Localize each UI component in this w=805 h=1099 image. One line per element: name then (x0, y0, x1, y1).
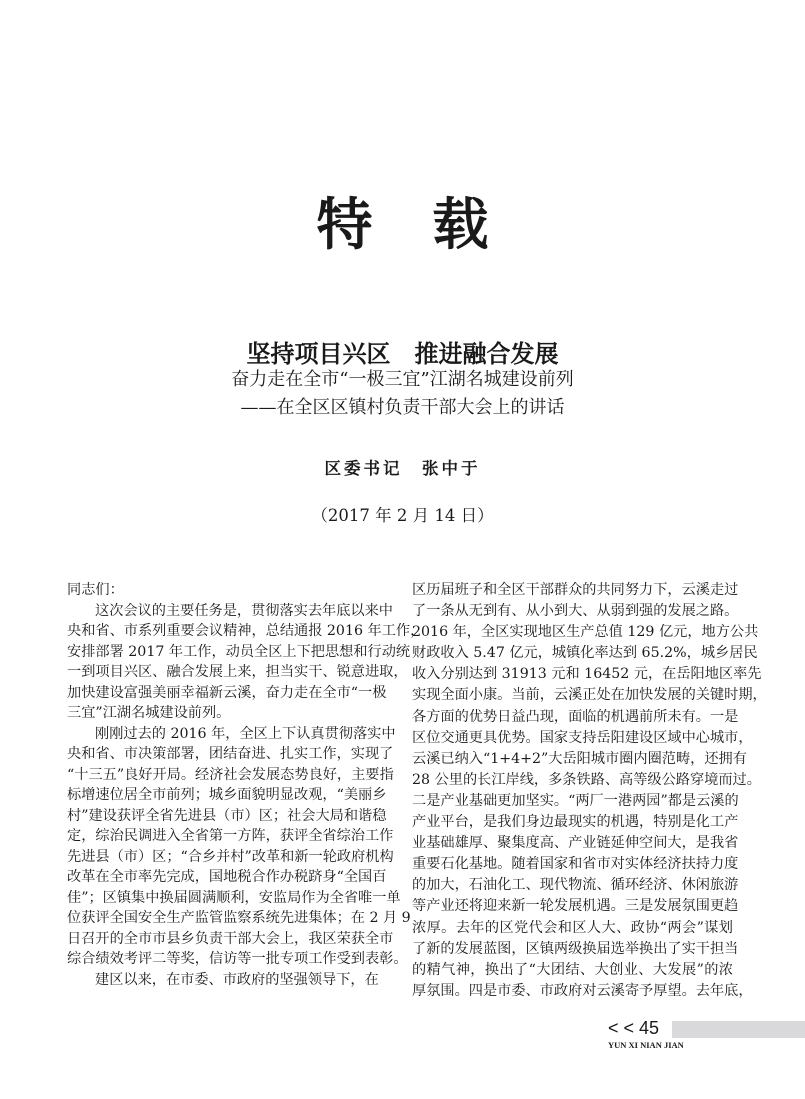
text-line: 标增速位居全市前列；城乡面貌明显改观，“美丽乡 (67, 787, 387, 803)
text-line: 安排部署 2017 年工作，动员全区上下把思想和行动统 (67, 643, 411, 660)
text-line: 28 公里的长江岸线，多条铁路、高等级公路穿境而过。 (412, 771, 761, 788)
text-line: 建区以来，在市委、市政府的坚强领导下，在 (95, 971, 379, 988)
article-title: 坚持项目兴区 推进融合发展 (246, 340, 559, 368)
body-column-right (412, 580, 767, 1002)
text-line: 位获评全国安全生产监管监察系统先进集体；在 2 月 9 (67, 910, 411, 926)
text-line: 重要石化基地。随着国家和省市对实体经济扶持力度 (412, 856, 739, 873)
text-line: 一到项目兴区、融合发展上来，担当实干、锐意进取， (67, 664, 408, 680)
text-line: 央和省、市决策部署，团结奋进、扎实工作，实现了 (67, 746, 394, 762)
text-line: 了一条从无到有、从小到大、从弱到强的发展之路。 (412, 603, 739, 620)
article-subtitle-speech: ——在全区区镇村负责干部大会上的讲话 (240, 397, 565, 418)
text-line: 村”建设获评全省先进县（市）区；社会大局和谐稳 (67, 807, 387, 824)
text-line: 区位交通更具优势。国家支持岳阳建设区域中心城市， (412, 729, 753, 746)
text-line: 2016 年，全区实现地区生产总值 129 亿元，地方公共 (412, 624, 759, 641)
journal-name: YUN XI NIAN JIAN (608, 1040, 684, 1050)
text-line: 佳”；区镇集中换届圆满顺利，安监局作为全省唯一单 (67, 889, 401, 906)
footer-decorative-bar (672, 1021, 805, 1038)
text-line: 央和省、市系列重要会议精神，总结通报 2016 年工作， (67, 623, 425, 639)
text-line: 的加大，石油化工、现代物流、循环经济、休闲旅游 (412, 877, 739, 894)
page-number: < < 45 (608, 1018, 660, 1038)
text-line: 浓厚。去年的区党代会和区人大、政协“两会”谋划 (412, 919, 733, 936)
text-line: 各方面的优势日益凸现，面临的机遇前所未有。一是 (412, 708, 739, 725)
author-byline: 区委书记 张中于 (324, 459, 481, 478)
text-line: 收入分别达到 31913 元和 16452 元，在岳阳地区率先 (412, 666, 762, 683)
text-line: 定，综治民调进入全省第一方阵，获评全省综治工作 (67, 828, 394, 844)
speech-date: （2017 年 2 月 14 日） (311, 506, 494, 525)
text-line: 二是产业基础更加坚实。“两厂一港两园”都是云溪的 (412, 792, 739, 809)
text-line: 三宜”江湖名城建设前列。 (67, 705, 231, 721)
text-line: 实现全面小康。当前，云溪正处在加快发展的关键时期， (412, 687, 767, 704)
text-line: 加快建设富强美丽幸福新云溪，奋力走在全市“一极 (67, 684, 387, 701)
text-line: 的精气神，换出了“大团结、大创业、大发展”的浓 (412, 961, 733, 978)
text-line: 产业平台，是我们身边最现实的机遇，特别是化工产 (412, 814, 739, 831)
article-subtitle: 奋力走在全市“一极三宜”江湖名城建设前列 (231, 369, 574, 390)
body-column-left (67, 580, 425, 990)
text-line: “十三五”良好开局。经济社会发展态势良好，主要指 (67, 766, 394, 783)
text-line: 综合绩效考评二等奖，信访等一批专项工作受到表彰。 (67, 951, 408, 967)
text-line: 等产业还将迎来新一轮发展机遇。三是发展氛围更趋 (412, 898, 739, 915)
text-line: 这次会议的主要任务是，贯彻落实去年底以来中 (95, 602, 393, 619)
text-line: 云溪已纳入“1+4+2”大岳阳城市圈内圈范畴，还拥有 (412, 750, 747, 767)
text-line: 区历届班子和全区干部群众的共同努力下，云溪走过 (412, 582, 739, 598)
text-line: 厚氛围。四是市委、市政府对云溪寄予厚望。去年底， (412, 982, 753, 999)
text-line: 财政收入 5.47 亿元，城镇化率达到 65.2%，城乡居民 (412, 645, 758, 662)
text-line: 先进县（市）区；“合乡并村”改革和新一轮政府机构 (67, 848, 394, 865)
text-line: 了新的发展蓝图，区镇两级换届选举换出了实干担当 (412, 940, 739, 957)
text-line: 日召开的全市市县乡负责干部大会上，我区荣获全市 (67, 930, 394, 947)
text-line: 刚刚过去的 2016 年，全区上下认真贯彻落实中 (95, 725, 396, 742)
text-line: 同志们： (67, 582, 124, 598)
text-line: 改革在全市率先完成，国地税合作办税跻身“全国百 (67, 869, 387, 885)
text-line: 业基础雄厚、聚集度高、产业链延伸空间大，是我省 (412, 835, 739, 852)
section-title: 特载 (316, 192, 549, 258)
